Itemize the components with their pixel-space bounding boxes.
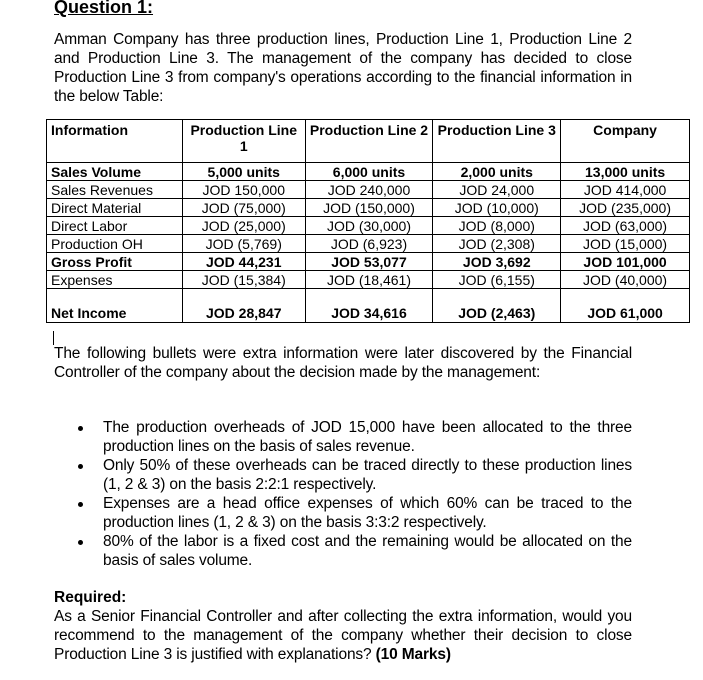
required-paragraph (54, 607, 632, 664)
table-cell: JOD (6,155) (433, 271, 561, 289)
table-cell: JOD 3,692 (433, 253, 561, 271)
table-cell: JOD (8,000) (433, 217, 561, 235)
table-cell: 6,000 units (305, 163, 433, 181)
table-row (47, 271, 690, 289)
table-cell: JOD (18,461) (305, 271, 433, 289)
table-cell: JOD (6,923) (305, 235, 433, 253)
table-cell: JOD (10,000) (433, 199, 561, 217)
header-information: Information (47, 120, 183, 163)
table-row (47, 199, 690, 217)
bullet-icon (78, 502, 83, 507)
header-line-1: Production Line 1 (182, 120, 305, 163)
bullet-text: The production overheads of JOD 15,000 have been allocated to the three production lines on the basis of sales revenue. (103, 419, 632, 455)
table-row (47, 235, 690, 253)
table-cell: JOD 28,847 (182, 289, 305, 323)
row-label: Expenses (47, 271, 183, 289)
table-cell: JOD (40,000) (561, 271, 690, 289)
table-cell: JOD (63,000) (561, 217, 690, 235)
header-line-3: Production Line 3 (433, 120, 561, 163)
header-line-2: Production Line 2 (305, 120, 433, 163)
table-cell: JOD (2,308) (433, 235, 561, 253)
extra-info-paragraph: The following bullets were extra information were later discovered by the Financial Controller of the company about the decision made by the management: (54, 345, 632, 381)
row-label: Gross Profit (47, 253, 183, 271)
table-cell: JOD 61,000 (561, 289, 690, 323)
table-cell: JOD (25,000) (182, 217, 305, 235)
required-label: Required: (54, 589, 127, 606)
table-cell: JOD (30,000) (305, 217, 433, 235)
row-label: Direct Labor (47, 217, 183, 235)
table-cell: 2,000 units (433, 163, 561, 181)
table-cell: JOD (5,769) (182, 235, 305, 253)
table-cell: JOD (235,000) (561, 199, 690, 217)
table-cell: 5,000 units (182, 163, 305, 181)
table-header-row (47, 120, 690, 163)
bullet-text: Only 50% of these overheads can be traced directly to these production lines (1, 2 & 3) on the basis 2:2:1 respectively. (103, 457, 632, 493)
bullet-icon (78, 426, 83, 431)
table-row (47, 289, 690, 323)
table-cell: JOD 53,077 (305, 253, 433, 271)
marks-label: (10 Marks) (375, 646, 451, 663)
row-label: Production OH (47, 235, 183, 253)
table-cell: JOD 44,231 (182, 253, 305, 271)
table-cell: 13,000 units (561, 163, 690, 181)
bullet-item (54, 418, 632, 456)
table-cell: JOD 101,000 (561, 253, 690, 271)
intro-paragraph: Amman Company has three production lines, Production Line 1, Production Line 2 and Production Line 3. The management of the company has decided to close Production Line 3 from company's operations according to the financial information in the below Table: (54, 31, 632, 105)
bullet-text: Expenses are a head office expenses of which 60% can be traced to the production lines (1, 2 & 3) on the basis 3:3:2 respectively. (103, 495, 632, 531)
row-label: Sales Volume (47, 163, 183, 181)
table-cell: JOD 150,000 (182, 181, 305, 199)
table-row (47, 217, 690, 235)
table-cell: JOD (2,463) (433, 289, 561, 323)
row-label: Sales Revenues (47, 181, 183, 199)
table-cell: JOD (150,000) (305, 199, 433, 217)
table-row (47, 253, 690, 271)
table-cell: JOD 414,000 (561, 181, 690, 199)
financial-table (46, 119, 690, 323)
text-cursor (53, 331, 54, 345)
table-cell: JOD (15,000) (561, 235, 690, 253)
table-row (47, 163, 690, 181)
table-cell: JOD (15,384) (182, 271, 305, 289)
bullet-item (54, 456, 632, 494)
table-row (47, 181, 690, 199)
table-cell: JOD (75,000) (182, 199, 305, 217)
table-cell: JOD 34,616 (305, 289, 433, 323)
bullet-icon (78, 464, 83, 469)
required-text: As a Senior Financial Controller and after collecting the extra information, would you recommend to the management of the company whether their decision to close Production Line 3 is justified with explanations? (54, 608, 632, 663)
bullet-item (54, 532, 632, 570)
row-label: Net Income (47, 289, 183, 323)
table-cell: JOD 240,000 (305, 181, 433, 199)
row-label: Direct Material (47, 199, 183, 217)
table-cell: JOD 24,000 (433, 181, 561, 199)
bullet-item (54, 494, 632, 532)
extra-info-bullets (54, 418, 632, 570)
question-title: Question 1: (54, 0, 154, 17)
bullet-icon (78, 540, 83, 545)
header-company: Company (561, 120, 690, 163)
bullet-text: 80% of the labor is a fixed cost and the remaining would be allocated on the basis of sales volume. (103, 533, 632, 569)
